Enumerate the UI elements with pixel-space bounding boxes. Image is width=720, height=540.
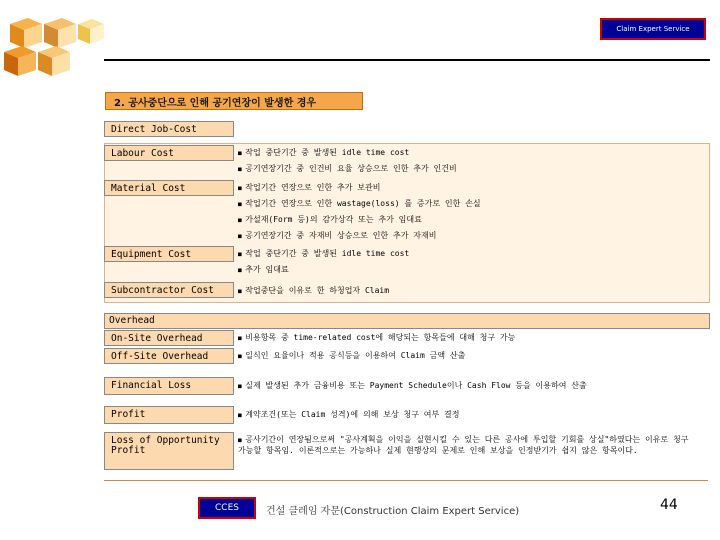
on-site-overhead-label: On-Site Overhead [104,330,234,346]
material-cost-line: ■ 가설재(Form 등)의 감가상각 또는 추가 임대료 [238,212,481,228]
material-cost-line: ■ 작업기간 연장으로 인한 추가 보관비 [238,180,481,196]
subcontractor-cost-line: ■ 작업중단을 이유로 한 하청업자 Claim [238,283,389,299]
material-cost-label: Material Cost [104,180,234,196]
equipment-cost-label: Equipment Cost [104,246,234,262]
cces-badge: CCES [198,497,256,519]
material-cost-line: ■ 작업기간 연장으로 인한 wastage(loss) 를 증가로 인한 손실 [238,196,481,212]
bullet-icon: ■ [238,437,246,444]
profit-details [238,407,460,423]
off-site-overhead-details [238,348,465,364]
overhead-header: Overhead [104,313,710,329]
equipment-cost-line: ■ 추가 임대료 [238,262,409,278]
subcontractor-cost-label: Subcontractor Cost [104,282,234,298]
loss-of-opportunity-profit-label: Loss of Opportunity Profit [104,432,234,470]
loss-of-opportunity-profit-details [238,435,700,456]
labour-cost-line: ■ 작업 중단기간 중 발생된 idle time cost [238,145,457,161]
equipment-cost-details [238,246,409,278]
material-cost-details [238,180,481,244]
financial-loss-details [238,378,587,394]
financial-loss-line: ■ 실제 발생된 추가 금융비용 또는 Payment Schedule이나 Cash Flow 등을 이용하여 산출 [238,378,587,394]
page-number: 44 [660,497,678,513]
on-site-overhead-details [238,330,515,346]
decorative-cubes-graphic [0,14,105,82]
labour-cost-line: ■ 공기연장기간 중 인건비 요율 상승으로 인한 추가 인건비 [238,161,457,177]
labour-cost-label: Labour Cost [104,145,234,161]
service-badge: Claim Expert Service [600,18,706,40]
direct-job-cost-header: Direct Job-Cost [104,121,234,137]
equipment-cost-line: ■ 작업 중단기간 중 발생된 idle time cost [238,246,409,262]
material-cost-line: ■ 공기연장기간 중 자재비 상승으로 인한 추가 자재비 [238,228,481,244]
profit-line: ■ 계약조건(또는 Claim 성격)에 의해 보상 청구 여부 결정 [238,407,460,423]
on-site-overhead-line: ■ 비용항목 중 time-related cost에 해당되는 항목들에 대해 청구 가능 [238,330,515,346]
loss-of-opportunity-line: 공사기간이 연장됨으로써 "공사계획을 이익을 실현시킬 수 있는 다른 공사에 투입할 기회를 상실"하였다는 이유로 청구 가능할 항목임. 이론적으로는 가능하나 실제 현행상의 문제로 인해 보상을 인정받기가 쉽지 않은 항목이다. [238,435,689,455]
labour-cost-details [238,145,457,177]
off-site-overhead-line: ■ 일식인 요율이나 적용 공식등을 이용하여 Claim 금액 산출 [238,348,465,364]
subcontractor-cost-details [238,283,389,299]
off-site-overhead-label: Off-Site Overhead [104,348,234,364]
profit-label: Profit [104,406,234,424]
header-divider [104,59,710,61]
footer-divider [104,480,708,481]
section-title: 2. 공사중단으로 인해 공기연장이 발생한 경우 [105,92,363,110]
financial-loss-label: Financial Loss [104,377,234,395]
footer-title: 건설 클레임 자문(Construction Claim Expert Service) [266,506,520,517]
